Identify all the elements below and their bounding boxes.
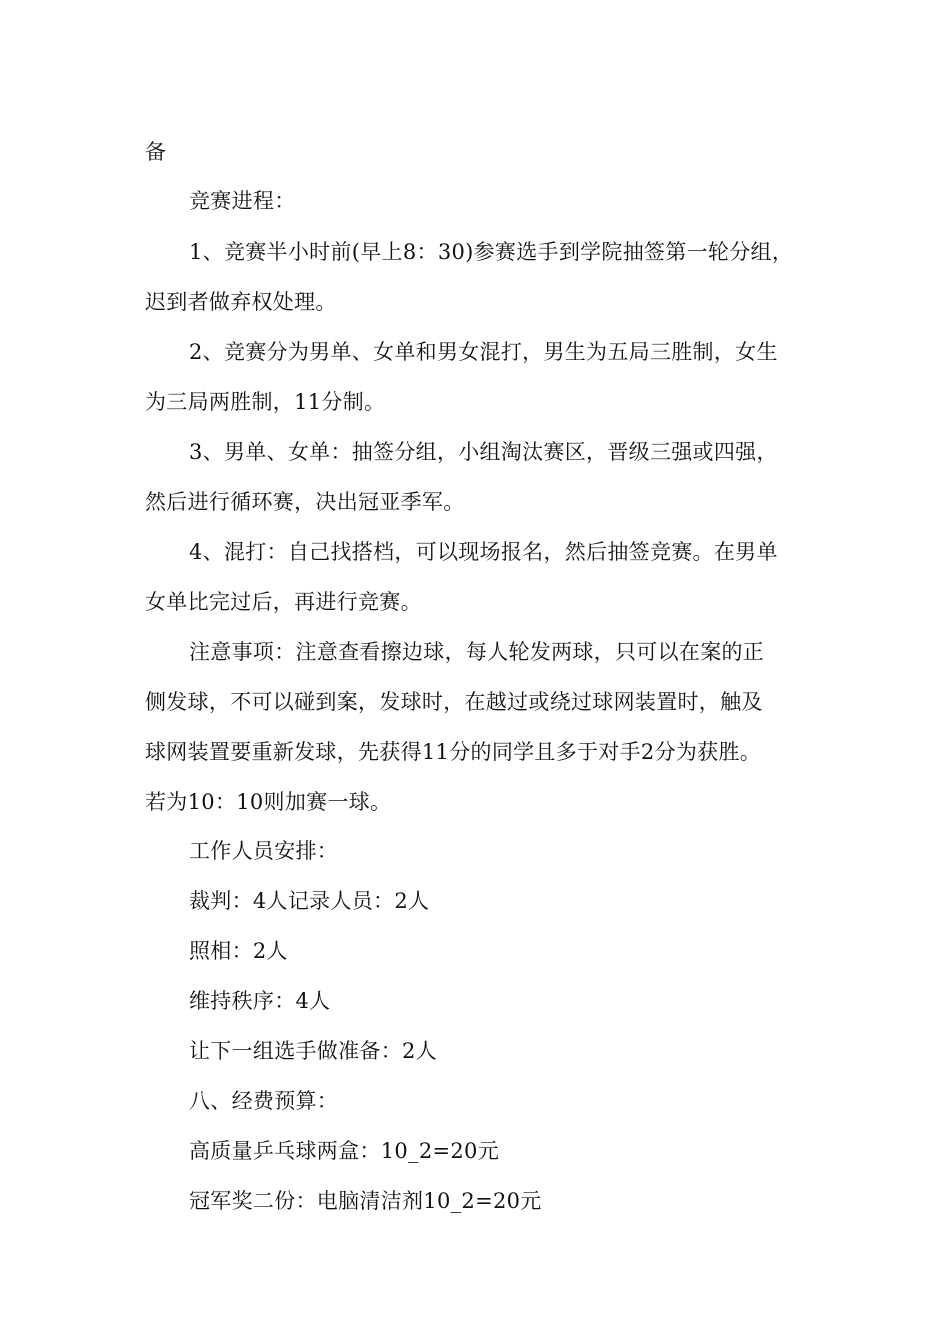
- text-line: 高质量乒乓球两盒：10_2=20元: [189, 1139, 499, 1163]
- text-line: 2、竞赛分为男单、女单和男女混打，男生为五局三胜制，女生: [189, 340, 778, 364]
- text-line: 维持秩序：4人: [189, 989, 331, 1013]
- text-line: 1、竞赛半小时前(早上8：30)参赛选手到学院抽签第一轮分组，: [189, 240, 794, 264]
- text-line: 然后进行循环赛，决出冠亚季军。: [145, 490, 465, 514]
- section-heading: 八、经费预算：: [189, 1089, 339, 1113]
- section-heading: 工作人员安排：: [189, 839, 339, 863]
- text-line: 为三局两胜制，11分制。: [145, 390, 386, 414]
- text-line: 照相：2人: [189, 939, 288, 963]
- text-line: 4、混打：自己找搭档，可以现场报名，然后抽签竞赛。在男单: [189, 540, 778, 564]
- text-line: 迟到者做弃权处理。: [145, 290, 337, 314]
- text-line: 注意事项：注意查看擦边球，每人轮发两球，只可以在案的正: [189, 640, 765, 664]
- text-line: 备: [145, 140, 167, 164]
- text-line: 球网装置要重新发球，先获得11分的同学且多于对手2分为获胜。: [145, 740, 762, 764]
- text-line: 让下一组选手做准备：2人: [189, 1039, 437, 1063]
- text-line: 裁判：4人记录人员：2人: [189, 889, 430, 913]
- text-line: 若为10：10则加赛一球。: [145, 790, 392, 814]
- text-line: 冠军奖二份：电脑清洁剂10_2=20元: [189, 1189, 542, 1213]
- text-line: 3、男单、女单：抽签分组，小组淘汰赛区，晋级三强或四强，: [189, 440, 778, 464]
- section-heading: 竞赛进程：: [189, 189, 296, 213]
- text-line: 女单比完过后，再进行竞赛。: [145, 590, 422, 614]
- text-line: 侧发球，不可以碰到案，发球时，在越过或绕过球网装置时，触及: [145, 690, 763, 714]
